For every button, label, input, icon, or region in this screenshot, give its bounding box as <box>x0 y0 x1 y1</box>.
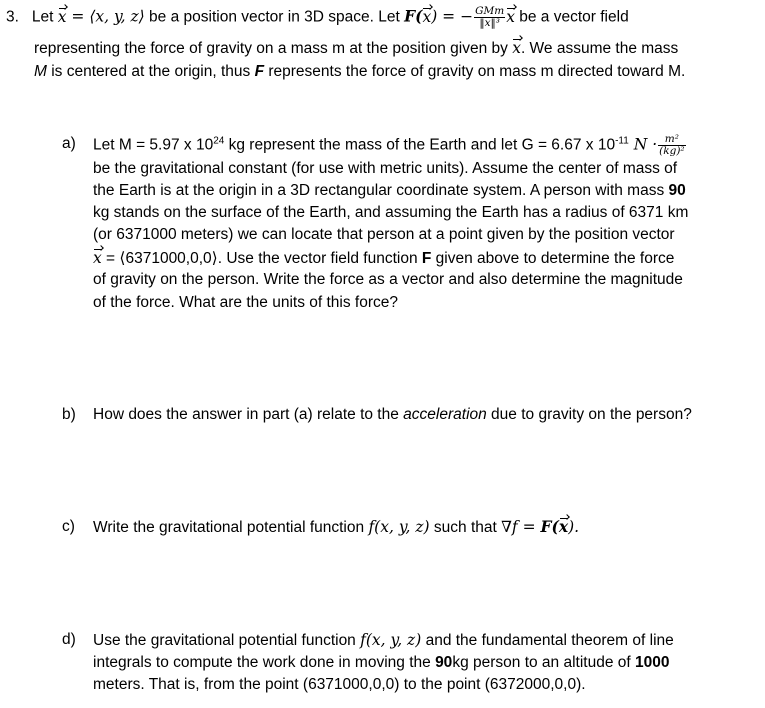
intro-position-text: be a position vector in 3D space. Let <box>144 8 405 26</box>
part-a-label: a) <box>62 135 76 152</box>
intro-F: F <box>254 63 265 80</box>
part-b-acceleration: acceleration <box>403 406 487 423</box>
part-b-text-a: How does the answer in part (a) relate to the <box>93 406 404 423</box>
problem-intro-line1 <box>6 6 629 29</box>
part-a-line1 <box>93 134 687 157</box>
part-d-line1-a: Use the gravitational potential function <box>93 632 361 649</box>
part-a-line3 <box>93 181 686 201</box>
part-d-fxyz: f(x, y, z) <box>360 631 422 649</box>
intro-let: Let <box>31 8 58 26</box>
part-c-eq: = <box>517 518 541 536</box>
part-a-line5: (or 6371000 meters) we can locate that person at a point given by the position vector <box>93 226 675 243</box>
part-b-text-b: due to gravity on the person? <box>486 406 692 423</box>
part-a-line6-b: given above to determine the force <box>431 250 675 267</box>
part-a-line2: be the gravitational constant (for use with metric units). Assume the center of mass of <box>93 160 678 177</box>
part-b-label: b) <box>62 406 76 423</box>
x-vector-symbol-3: x <box>506 7 515 26</box>
part-a-line7: of gravity on the person. Write the force as a vector and also determine the magnitude <box>93 271 683 288</box>
part-a-exp2: -11 <box>615 135 629 147</box>
part-d-mass-90: 90 <box>435 654 453 671</box>
problem-intro-line2 <box>34 38 678 59</box>
part-a-line6-a: = ⟨6371000,0,0⟩. Use the vector field function <box>101 250 422 267</box>
problem-number: 3. <box>6 8 19 26</box>
x-vector-symbol: x <box>57 7 67 26</box>
unit-fraction-denominator: (kg)² <box>659 145 685 157</box>
part-c-gradient: ∇f <box>501 518 518 536</box>
x-vector-symbol-4: x <box>512 39 521 57</box>
part-c-fxyz: f(x, y, z) <box>368 518 430 536</box>
x-vector-symbol-6: x <box>558 517 569 536</box>
part-d-line1-b: and the fundamental theorem of line <box>421 632 674 649</box>
intro-M: M <box>34 63 47 80</box>
unit-fraction <box>658 134 686 157</box>
intro-vector-field-text: be a vector field <box>514 8 629 26</box>
intro-line3-d: represents the force of gravity on mass m directed toward M. <box>264 63 686 80</box>
part-c-text <box>93 517 579 538</box>
gravity-fraction-numerator: GMm <box>475 5 505 17</box>
part-a-line1-b: kg represent the mass of the Earth and let G = 6.67 x 10 <box>224 136 616 154</box>
part-d-line3: meters. That is, from the point (6371000,0,0) to the point (6372000,0,0). <box>93 676 586 693</box>
intro-line3-b: is centered at the origin, thus <box>46 63 255 80</box>
part-a-mass-90: 90 <box>668 182 686 199</box>
F-function-close: ) <box>431 7 438 26</box>
part-c-close: ). <box>568 518 580 536</box>
part-a-line3-text: the Earth is at the origin in a 3D rectangular coordinate system. A person with mass <box>93 182 669 199</box>
x-tuple: ⟨x, y, z⟩ <box>89 7 145 26</box>
part-c-label: c) <box>62 518 75 535</box>
part-b-text <box>93 405 692 425</box>
unit-fraction-numerator: m² <box>658 134 686 146</box>
part-c-text-b: such that <box>429 519 502 536</box>
intro-eq: = <box>66 7 90 26</box>
part-c-text-a: Write the gravitational potential function <box>93 519 369 536</box>
intro-line2-text: representing the force of gravity on a mass m at the position given by <box>34 40 508 57</box>
x-vector-symbol-5: x <box>93 249 102 267</box>
x-vector-symbol-2: x <box>422 7 432 26</box>
part-a-line4: kg stands on the surface of the Earth, and assuming the Earth has a radius of 6371 km <box>93 204 689 221</box>
gravity-fraction <box>474 6 505 29</box>
intro-eq-minus: = − <box>437 7 474 26</box>
intro-line2-end: . We assume the mass <box>520 40 679 57</box>
part-d-altitude-1000: 1000 <box>635 654 670 671</box>
part-d-line2-b: kg person to an altitude of <box>452 654 635 671</box>
part-a-exp1: 24 <box>213 135 225 147</box>
part-a-line1-a: Let M = 5.97 x 10 <box>93 136 214 154</box>
part-a-line8: of the force. What are the units of this force? <box>93 294 398 311</box>
part-a-newton: N · <box>628 135 658 154</box>
part-a-line6 <box>93 248 674 269</box>
part-d-line2-a: integrals to compute the work done in moving the <box>93 654 436 671</box>
part-a-F: F <box>421 250 432 267</box>
part-d-label: d) <box>62 631 76 648</box>
part-d-line2 <box>93 653 669 673</box>
gravity-fraction-denominator: ‖x‖³ <box>479 17 500 29</box>
part-c-F: F( <box>540 517 559 536</box>
problem-intro-line3 <box>34 62 685 82</box>
part-d-line1 <box>93 630 674 651</box>
F-function-open: F( <box>404 6 423 26</box>
